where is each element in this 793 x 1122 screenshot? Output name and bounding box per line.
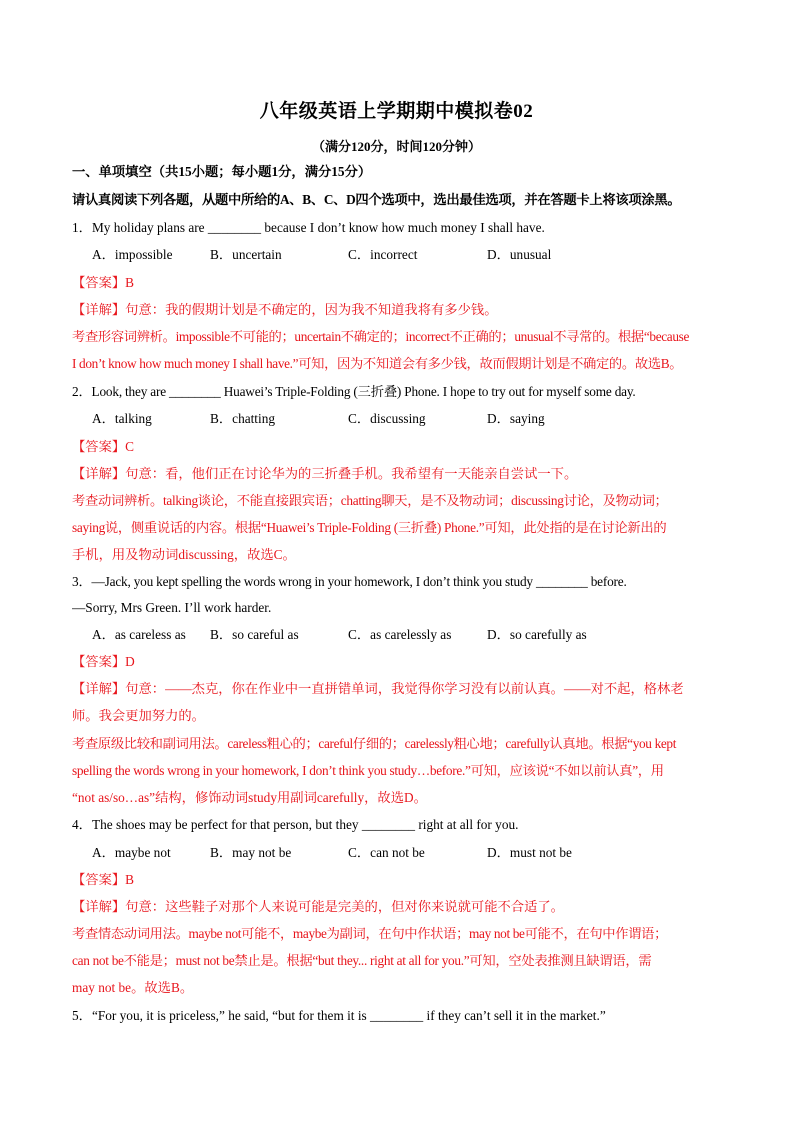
section-heading: 一、单项填空（共15小题；每小题1分，满分15分） (72, 164, 372, 179)
question-1-stem: 1．My holiday plans are ________ because I don’t know how much money I shall have. (72, 220, 545, 235)
question-2-detail: 【详解】句意：看，他们正在讨论华为的三折叠手机。我希望有一天能亲自尝试一下。 (72, 466, 578, 481)
question-4-option-a: A．maybe not (92, 845, 171, 860)
question-4-stem: 4．The shoes may be perfect for that person, but they ________ right at all for you. (72, 817, 519, 832)
question-1-analysis-line-2: I don’t know how much money I shall have.”可知，因为不知道会有多少钱，故而假期计划是不确定的。故选B。 (72, 356, 683, 371)
question-4-option-d: D．must not be (487, 845, 572, 860)
question-1-answer: 【答案】B (72, 275, 135, 290)
question-2-option-b: B．chatting (210, 411, 275, 426)
question-3-detail-line-1: 【详解】句意：——杰克，你在作业中一直拼错单词，我觉得你学习没有以前认真。——对不起，格林老 (72, 681, 684, 696)
question-3-analysis-line-2: spelling the words wrong in your homework, I don’t think you study…before.”可知，应该说“不如以前认真”，用 (72, 763, 664, 778)
question-2-option-d: D．saying (487, 411, 545, 426)
question-1-option-b: B．uncertain (210, 247, 282, 262)
question-4-analysis-line-2: can not be不能是；must not be禁止是。根据“but they... right at all for you.”可知，空处表推测且缺谓语，需 (72, 953, 652, 968)
question-1-detail: 【详解】句意：我的假期计划是不确定的，因为我不知道我将有多少钱。 (72, 302, 498, 317)
question-4-answer: 【答案】B (72, 872, 135, 887)
question-2-stem: 2．Look, they are ________ Huawei’s Triple-Folding (三折叠) Phone. I hope to try out for myself some day. (72, 384, 636, 399)
question-1-option-a: A．impossible (92, 247, 173, 262)
question-4-option-c: C．can not be (348, 845, 425, 860)
question-4-analysis-line-3: may not be。故选B。 (72, 980, 194, 995)
question-4-option-b: B．may not be (210, 845, 292, 860)
question-1-analysis-line-1: 考查形容词辨析。impossible不可能的；uncertain不确定的；incorrect不正确的；unusual不寻常的。根据“because (72, 329, 690, 344)
question-1-option-d: D．unusual (487, 247, 552, 262)
question-2-analysis-line-2: saying说，侧重说话的内容。根据“Huawei’s Triple-Folding (三折叠) Phone.”可知，此处指的是在讨论新出的 (72, 520, 667, 535)
question-3-stem: 3．—Jack, you kept spelling the words wrong in your homework, I don’t think you study ________ before. (72, 574, 627, 589)
question-5-stem: 5．“For you, it is priceless,” he said, “but for them it is ________ if they can’t sell it in the market.” (72, 1008, 606, 1023)
page-subtitle: （满分120分，时间120分钟） (311, 139, 481, 154)
question-3-detail-line-2: 师。我会更加努力的。 (72, 708, 205, 723)
question-3-stem-reply: —Sorry, Mrs Green. I’ll work harder. (72, 600, 272, 615)
question-3-analysis-line-3: “not as/so…as”结构，修饰动词study用副词carefully，故选D。 (72, 790, 427, 805)
question-2-analysis-line-3: 手机，用及物动词discussing，故选C。 (72, 547, 296, 562)
question-3-analysis-line-1: 考查原级比较和副词用法。careless粗心的；careful仔细的；carelessly粗心地；carefully认真地。根据“you kept (72, 736, 677, 751)
question-3-answer: 【答案】D (72, 654, 135, 669)
question-2-analysis-line-1: 考查动词辨析。talking谈论，不能直接跟宾语；chatting聊天，是不及物动词；discussing讨论，及物动词； (72, 493, 668, 508)
question-3-option-b: B．so careful as (210, 627, 299, 642)
question-4-analysis-line-1: 考查情态动词用法。maybe not可能不，maybe为副词，在句中作状语；may not be可能不，在句中作谓语； (72, 926, 668, 941)
question-4-detail: 【详解】句意：这些鞋子对那个人来说可能是完美的，但对你来说就可能不合适了。 (72, 899, 564, 914)
question-2-option-c: C．discussing (348, 411, 426, 426)
question-3-option-a: A．as careless as (92, 627, 186, 642)
question-2-option-a: A．talking (92, 411, 152, 426)
question-1-option-c: C．incorrect (348, 247, 418, 262)
question-3-option-c: C．as carelessly as (348, 627, 452, 642)
instructions: 请认真阅读下列各题，从题中所给的A、B、C、D四个选项中，选出最佳选项，并在答题卡上将该项涂黑。 (72, 192, 681, 207)
page-title: 八年级英语上学期期中模拟卷02 (259, 101, 534, 122)
question-2-answer: 【答案】C (72, 439, 135, 454)
question-3-option-d: D．so carefully as (487, 627, 587, 642)
